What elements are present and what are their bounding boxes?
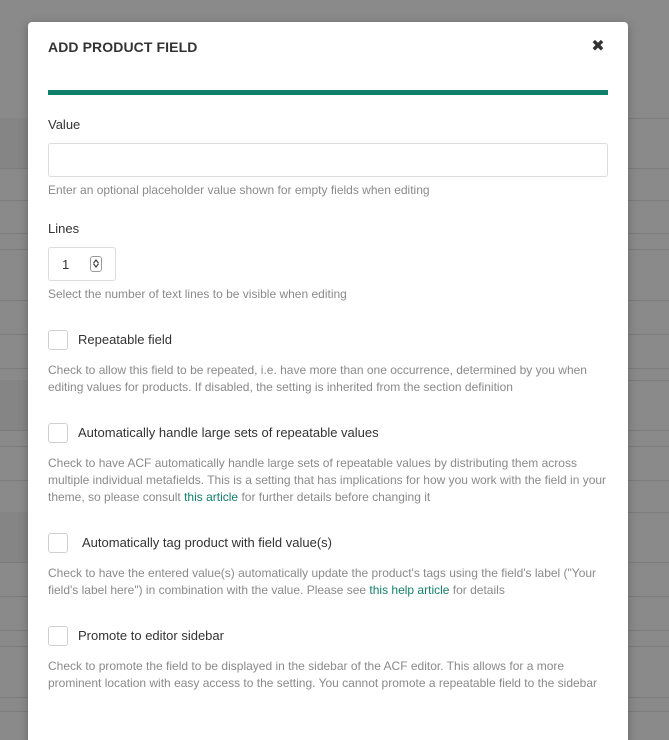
promote-checkbox[interactable] [48, 626, 68, 646]
backdrop-header-cell [0, 512, 28, 562]
backdrop-header-cell [0, 380, 28, 430]
add-product-field-modal [28, 22, 628, 740]
lines-help-text: Select the number of text lines to be visible when editing [48, 287, 347, 301]
this-help-article-link[interactable]: this help article [369, 583, 450, 597]
lines-stepper[interactable] [48, 247, 116, 281]
promote-help-text: Check to promote the field to be displayed in the sidebar of the ACF editor. This allows for a more prominent location with easy access to the setting. You cannot promote a repeatable field to the sidebar [48, 659, 598, 690]
large-sets-checkbox[interactable] [48, 423, 68, 443]
value-label: Value [48, 117, 81, 132]
stepper-arrows-icon[interactable] [90, 256, 102, 272]
chevron-down-icon[interactable] [93, 263, 99, 269]
modal-title: ADD PRODUCT FIELD [48, 39, 198, 55]
value-input[interactable] [48, 143, 608, 177]
this-article-link[interactable]: this article [184, 490, 239, 504]
lines-value: 1 [62, 257, 70, 272]
auto-tag-help-text: Check to have the entered value(s) automatically update the product's tags using the field's label ("Your field's label here") in combination with the value. Please see this help article for details [48, 566, 597, 597]
repeatable-help-text: Check to allow this field to be repeated, i.e. have more than one occurrence, determined by you when editing values for products. If disabled, the setting is inherited from the section definition [48, 363, 587, 394]
large-sets-help-text: Check to have ACF automatically handle large sets of repeatable values by distributing them across multiple individual metafields. This is a setting that has implications for how you work with the field in your theme, so please consult this article for further details before changing it [48, 456, 607, 504]
repeatable-label: Repeatable field [78, 332, 172, 347]
promote-label: Promote to editor sidebar [78, 628, 224, 643]
backdrop-header-cell [0, 118, 28, 168]
auto-tag-checkbox[interactable] [48, 533, 68, 553]
accent-divider [48, 90, 608, 95]
large-sets-label: Automatically handle large sets of repeatable values [78, 425, 379, 440]
lines-label: Lines [48, 221, 80, 236]
auto-tag-label: Automatically tag product with field value(s) [82, 535, 333, 550]
value-help-text: Enter an optional placeholder value shown for empty fields when editing [48, 183, 430, 197]
repeatable-checkbox[interactable] [48, 330, 68, 350]
close-icon[interactable]: ✖ [588, 36, 608, 56]
